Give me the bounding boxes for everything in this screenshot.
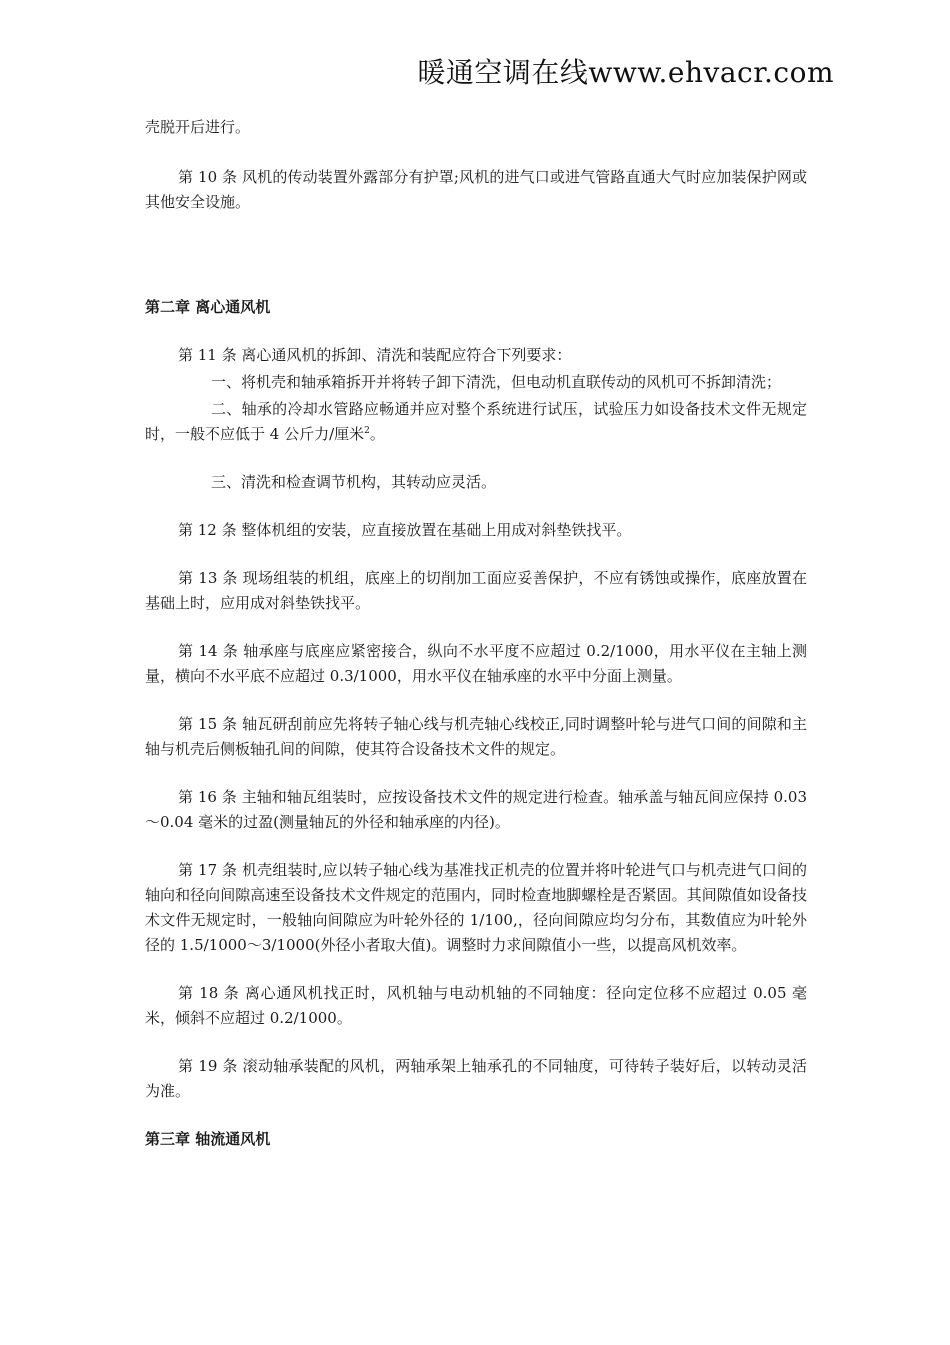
article-19: 第 19 条 滚动轴承装配的风机，两轴承架上轴承孔的不同轴度，可待转子装好后，以转动灵活为准。 xyxy=(145,1057,807,1100)
article-11-item-2-end: 。 xyxy=(369,425,385,443)
page-header: 暖通空调在线www.ehvacr.com xyxy=(417,56,834,89)
article-11-item-2 xyxy=(145,397,807,447)
article-13: 第 13 条 现场组装的机组，底座上的切削加工面应妥善保护，不应有锈蚀或操作，底座放置在基础上时，应用成对斜垫铁找平。 xyxy=(145,569,807,612)
chapter-3-heading: 第三章 轴流通风机 xyxy=(145,1130,271,1148)
article-17: 第 17 条 机壳组装时,应以转子轴心线为基准找正机壳的位置并将叶轮进气口与机壳进气口间的轴向和径向间隙高速至设备技术文件规定的范围内，同时检查地脚螺栓是否紧固。其间隙值如设备技术文件无规定时，一般轴向间隙应为叶轮外径的 1/100,，径向间隙应均匀分布，其数值应为叶轮外径的 1.5/1000～3/1000(外径小者取大值)。调整时力求间隙值小一些，以提高风机效率。 xyxy=(145,861,807,954)
document-body xyxy=(145,115,807,1152)
paragraph-continuation: 壳脱开后进行。 xyxy=(145,118,251,136)
article-18: 第 18 条 离心通风机找正时，风机轴与电动机轴的不同轴度：径向定位移不应超过 0.05 毫米，倾斜不应超过 0.2/1000。 xyxy=(145,984,807,1027)
chapter-2-heading: 第二章 离心通风机 xyxy=(145,298,271,316)
superscript: 2 xyxy=(364,426,370,436)
article-11-item-1: 一、将机壳和轴承箱拆开并将转子卸下清洗，但电动机直联传动的风机可不拆卸清洗； xyxy=(211,373,782,391)
article-14: 第 14 条 轴承座与底座应紧密接合，纵向不水平度不应超过 0.2/1000，用水平仪在主轴上测量，横向不水平底不应超过 0.3/1000，用水平仪在轴承座的水平中分面上测量。 xyxy=(145,642,807,685)
article-10: 第 10 条 风机的传动装置外露部分有护罩;风机的进气口或进气管路直通大气时应加装保护网或其他安全设施。 xyxy=(145,168,807,211)
article-11-item-3: 三、清洗和检查调节机构，其转动应灵活。 xyxy=(211,473,497,491)
article-11: 第 11 条 离心通风机的拆卸、清洗和装配应符合下列要求： xyxy=(178,346,572,364)
article-16: 第 16 条 主轴和轴瓦组装时，应按设备技术文件的规定进行检查。轴承盖与轴瓦间应保持 0.03～0.04 毫米的过盈(测量轴瓦的外径和轴承座的内径)。 xyxy=(145,788,807,831)
article-11-item-2-text: 二、轴承的冷却水管路应畅通并应对整个系统进行试压，试验压力如设备技术文件无规定时，一般不应低于 4 公斤力/厘米 xyxy=(145,400,807,443)
article-15: 第 15 条 轴瓦研刮前应先将转子轴心线与机壳轴心线校正,同时调整叶轮与进气口间的间隙和主轴与机壳后侧板轴孔间的间隙，使其符合设备技术文件的规定。 xyxy=(145,715,807,758)
article-12: 第 12 条 整体机组的安装，应直接放置在基础上用成对斜垫铁找平。 xyxy=(178,521,632,539)
